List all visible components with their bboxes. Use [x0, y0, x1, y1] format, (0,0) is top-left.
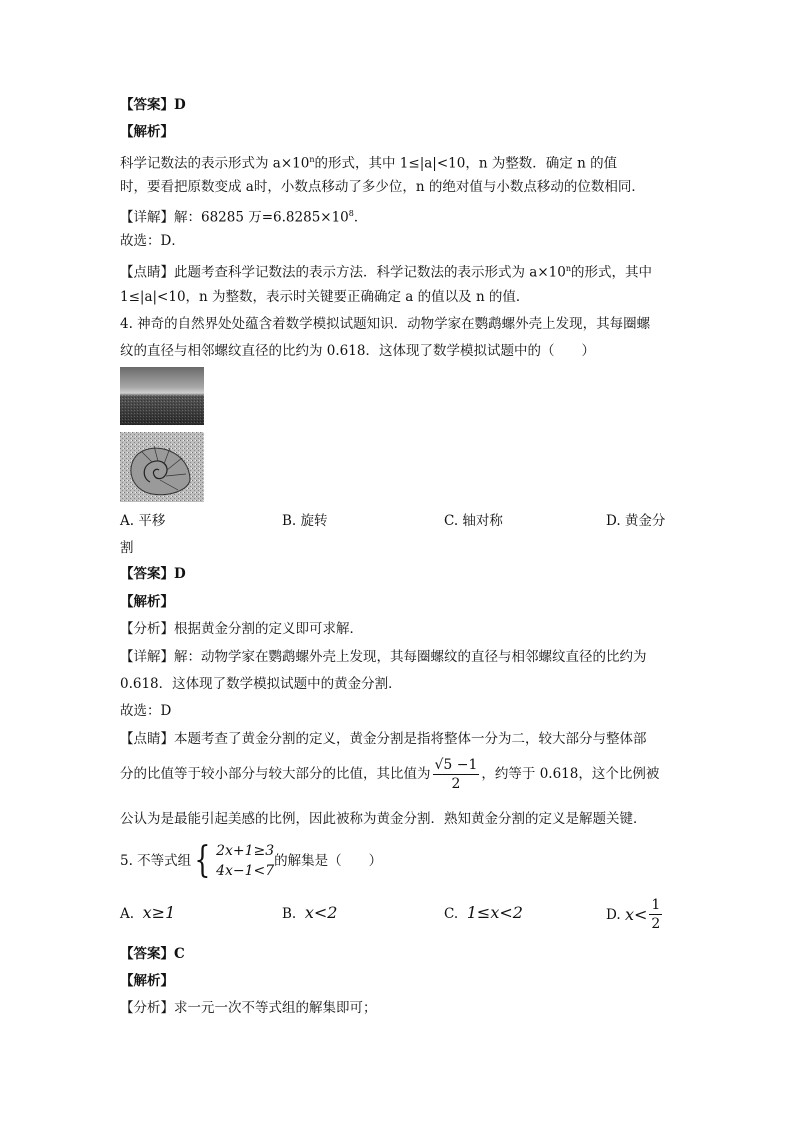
fraction-numerator: √5 −1: [434, 757, 478, 773]
q3-answer: 【答案】D: [120, 97, 186, 113]
q5-fraction-denominator: 2: [651, 916, 661, 932]
q4-option-a: A. 平移: [120, 513, 166, 529]
q4-fenxi: 【分析】根据黄金分割的定义即可求解．: [120, 621, 363, 637]
q4-stem-line2: 纹的直径与相邻螺纹直径的比约为 0.618．这体现了数学模拟试题中的（ ）: [120, 343, 595, 359]
q5-option-a-value: x≥1: [142, 903, 176, 922]
q3-dianjing-exp: n: [565, 264, 571, 273]
inequality-1: 2x+1≥3: [216, 843, 275, 859]
q4-option-d-wrap: 割: [120, 540, 134, 556]
q3-xiangjie: [120, 205, 367, 227]
q5-option-d-label: D.: [606, 906, 621, 923]
q3-fenxi-text-c: 的形式，其中 1≤|a|<10，n 为整数．确定 n 的值: [314, 155, 618, 172]
q5-jiexi: 【解析】: [120, 973, 174, 989]
q3-jiexi: 【解析】: [120, 124, 174, 140]
q4-guxuan: 故选：D: [120, 703, 172, 719]
q3-dianjing-text-c: 的形式，其中: [571, 264, 652, 281]
q3-fenxi-exp: n: [309, 155, 315, 164]
q5-fraction-numerator: 1: [651, 897, 661, 913]
q3-xiangjie-exp: 8: [348, 209, 354, 218]
q4-dianjing-line1: 【点睛】本题考查了黄金分割的定义，黄金分割是指将整体一分为二，较大部分与整体部: [120, 731, 647, 747]
q4-xiangjie-line1: 【详解】解：动物学家在鹦鹉螺外壳上发现，其每圈螺纹的直径与相邻螺纹直径的比约为: [120, 649, 647, 665]
q4-dianjing-line2: [120, 754, 659, 794]
fraction-denominator: 2: [451, 776, 461, 792]
landscape-photo: [120, 367, 204, 425]
q3-xiangjie-text: 【详解】解：68285 万=6.8285×10: [120, 209, 349, 226]
q5-stem-text-a: 5. 不等式组: [120, 853, 192, 869]
q4-option-c: C. 轴对称: [444, 513, 503, 529]
q5-option-b-value: x<2: [304, 903, 338, 922]
q5-option-a-label: A.: [120, 906, 135, 922]
q3-fenxi-line2: 时，要看把原数变成 a时，小数点移动了多少位，n 的绝对值与小数点移动的位数相同．: [120, 179, 645, 195]
q4-dianjing-text-a: 分的比值等于较小部分与较大部分的比值，其比值为: [120, 766, 431, 782]
q5-option-b-label: B.: [282, 906, 297, 922]
q5-option-d: [606, 896, 664, 933]
inequality-2: 4x−1<7: [216, 863, 275, 879]
q4-answer: 【答案】D: [120, 566, 186, 582]
inequality-system: [191, 841, 274, 881]
golden-ratio-fraction: [433, 756, 480, 793]
q5-stem: [120, 838, 382, 884]
q5-option-d-value: x<: [624, 904, 648, 924]
q4-stem-line1: 4. 神奇的自然界处处蕴含着数学模拟试题知识．动物学家在鹦鹉螺外壳上发现，其每圈螺: [120, 316, 651, 332]
q3-fenxi-text: 科学记数法的表示形式为 a×10: [120, 155, 310, 172]
q5-option-b: [282, 904, 337, 923]
q5-fenxi: 【分析】求一元一次不等式组的解集即可；: [120, 1000, 377, 1016]
q5-option-a: [120, 904, 175, 923]
q3-xiangjie-end: ．: [353, 209, 368, 226]
q3-dianjing-line2: 1≤|a|<10，n 为整数，表示时关键要正确确定 a 的值以及 n 的值．: [120, 289, 530, 305]
q5-option-c: [444, 904, 523, 923]
q5-option-c-value: 1≤x<2: [466, 903, 523, 922]
nautilus-shell-photo: [120, 432, 204, 502]
inequality-rows: [216, 841, 274, 881]
q5-option-c-label: C.: [444, 906, 459, 922]
q3-guxuan: 故选：D．: [120, 233, 185, 249]
q4-option-b: B. 旋转: [282, 513, 328, 529]
q4-dianjing-text-b: ，约等于 0.618，这个比例被: [481, 766, 660, 782]
q3-dianjing-line1: [120, 260, 652, 282]
q3-fenxi-line1: [120, 151, 617, 173]
q4-dianjing-line3: 公认为是最能引起美感的比例，因此被称为黄金分割．熟知黄金分割的定义是解题关键．: [120, 811, 647, 827]
q5-answer: 【答案】C: [120, 946, 185, 962]
q4-jiexi: 【解析】: [120, 594, 174, 610]
q5-option-d-fraction: [649, 896, 662, 933]
left-brace-icon: {: [194, 840, 211, 881]
q5-stem-text-b: 的解集是（ ）: [274, 853, 383, 869]
q4-option-d: D. 黄金分: [606, 513, 666, 529]
q4-xiangjie-line2: 0.618．这体现了数学模拟试题中的黄金分割．: [120, 676, 402, 692]
q3-dianjing-text: 【点睛】此题考查科学记数法的表示方法．科学记数法的表示形式为 a×10: [120, 264, 566, 281]
